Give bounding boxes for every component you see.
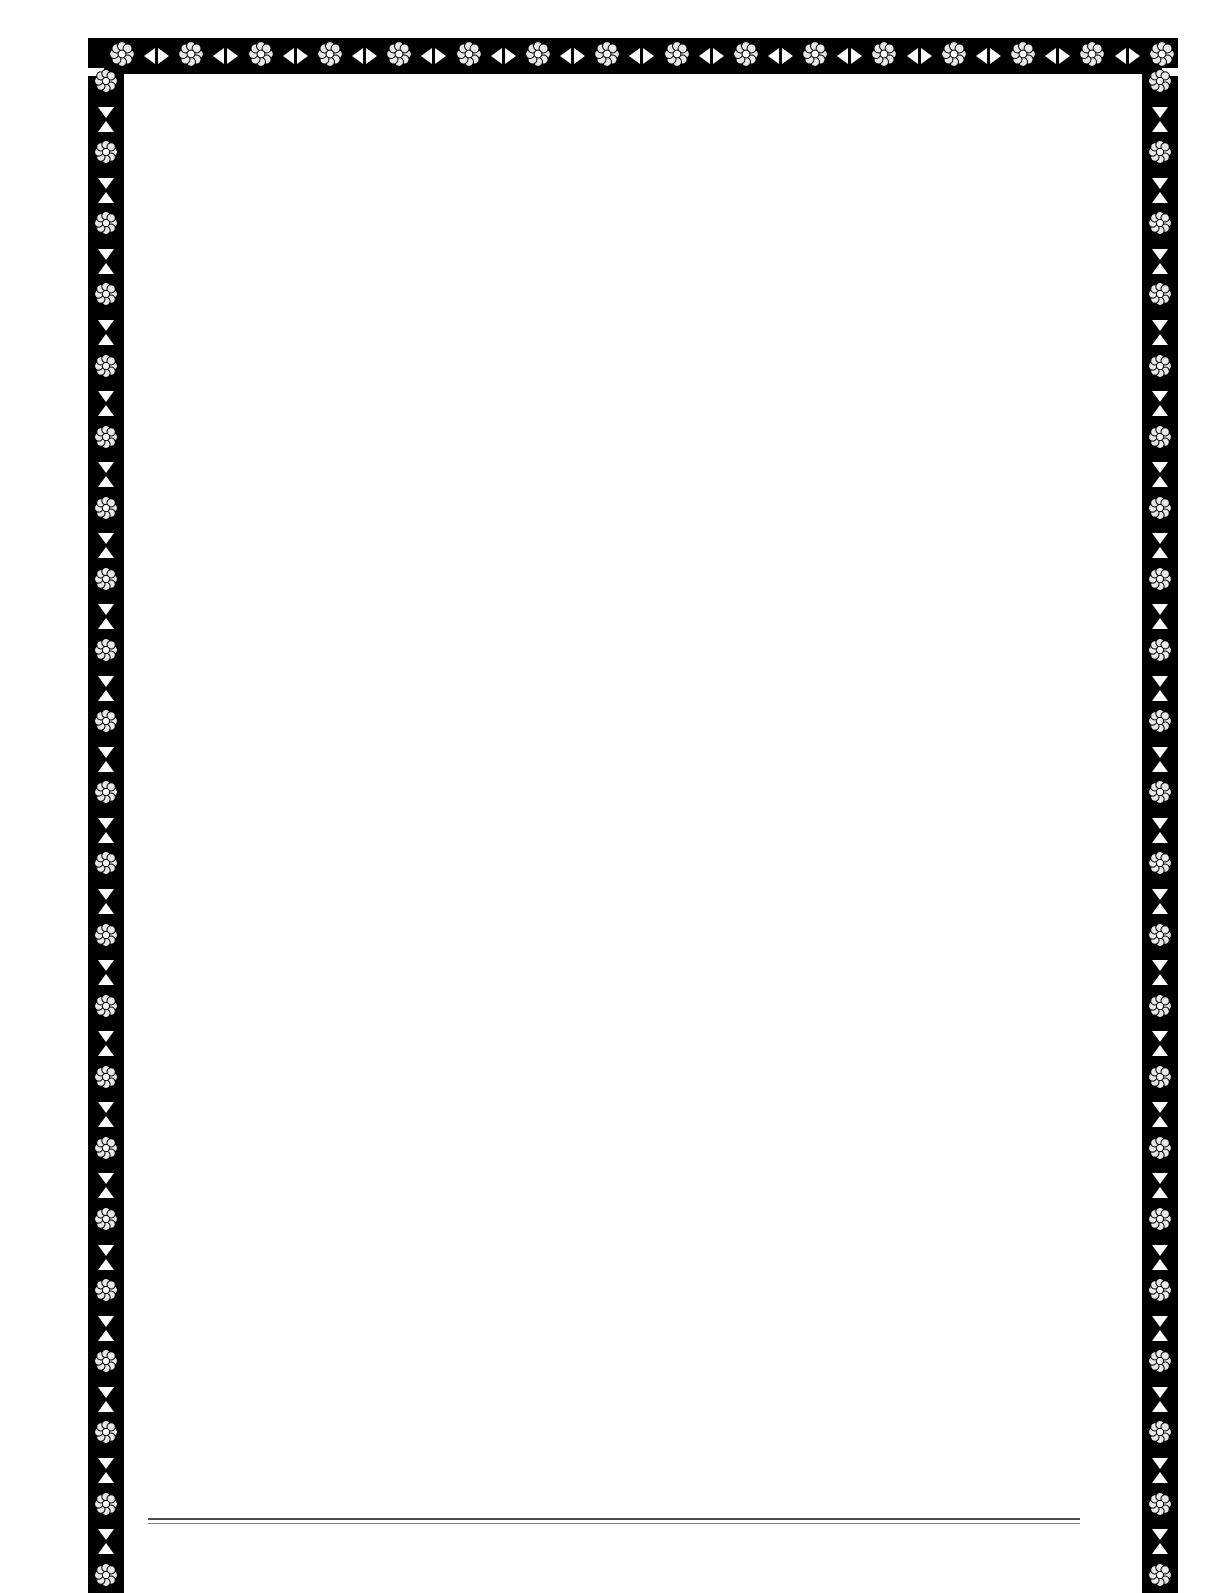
flower-icon [1147, 1206, 1173, 1237]
triangle-arrow-icon [837, 48, 862, 64]
triangle-arrow-icon [98, 533, 114, 558]
triangle-arrow-icon [1152, 249, 1168, 274]
triangle-arrow-icon [491, 48, 516, 64]
triangle-arrow-icon [1152, 604, 1168, 629]
triangle-arrow-icon [98, 320, 114, 345]
flower-icon [1147, 1064, 1173, 1095]
flower-icon [93, 566, 119, 597]
flower-icon [1147, 708, 1173, 739]
decorative-border-frame [88, 38, 1178, 1593]
triangle-arrow-icon [1115, 48, 1140, 64]
flower-icon [1147, 495, 1173, 526]
triangle-arrow-icon [560, 48, 585, 64]
footer-text [148, 1530, 1080, 1550]
triangle-arrow-icon [98, 1316, 114, 1341]
triangle-arrow-icon [98, 960, 114, 985]
triangle-arrow-icon [768, 48, 793, 64]
triangle-arrow-icon [98, 391, 114, 416]
triangle-arrow-icon [1152, 1031, 1168, 1056]
flower-icon [1147, 1135, 1173, 1166]
triangle-arrow-icon [699, 48, 724, 64]
flower-icon [93, 1135, 119, 1166]
flower-icon [1009, 40, 1037, 73]
flower-icon [93, 495, 119, 526]
flower-icon [93, 637, 119, 668]
flower-icon [385, 40, 413, 73]
triangle-arrow-icon [98, 1031, 114, 1056]
flower-icon [1147, 68, 1173, 99]
flower-icon [870, 40, 898, 73]
flower-icon [524, 40, 552, 73]
triangle-arrow-icon [1152, 747, 1168, 772]
flower-icon [93, 1277, 119, 1308]
flower-icon [1147, 993, 1173, 1024]
triangle-arrow-icon [1152, 1102, 1168, 1127]
triangle-arrow-icon [1152, 818, 1168, 843]
triangle-arrow-icon [1152, 1387, 1168, 1412]
flower-icon [1147, 922, 1173, 953]
triangle-arrow-icon [1152, 1529, 1168, 1554]
triangle-arrow-icon [1152, 676, 1168, 701]
triangle-arrow-icon [98, 1102, 114, 1127]
border-motif-row-top [108, 38, 1176, 74]
flower-icon [663, 40, 691, 73]
flower-icon [93, 353, 119, 384]
triangle-arrow-icon [352, 48, 377, 64]
flower-icon [1147, 1562, 1173, 1593]
triangle-arrow-icon [213, 48, 238, 64]
triangle-arrow-icon [1152, 107, 1168, 132]
flower-icon [1147, 210, 1173, 241]
triangle-arrow-icon [98, 747, 114, 772]
flower-icon [93, 922, 119, 953]
flower-icon [593, 40, 621, 73]
triangle-arrow-icon [98, 1173, 114, 1198]
triangle-arrow-icon [1152, 1316, 1168, 1341]
flower-icon [1147, 353, 1173, 384]
triangle-arrow-icon [98, 604, 114, 629]
triangle-arrow-icon [1152, 533, 1168, 558]
flower-icon [1147, 1277, 1173, 1308]
triangle-arrow-icon [629, 48, 654, 64]
flower-icon [1147, 637, 1173, 668]
flower-icon [940, 40, 968, 73]
triangle-arrow-icon [1152, 889, 1168, 914]
flower-icon [93, 68, 119, 99]
triangle-arrow-icon [98, 178, 114, 203]
flower-icon [1147, 1491, 1173, 1522]
flower-icon [93, 708, 119, 739]
triangle-arrow-icon [283, 48, 308, 64]
triangle-arrow-icon [98, 1387, 114, 1412]
flower-icon [1147, 139, 1173, 170]
flower-icon [93, 281, 119, 312]
triangle-arrow-icon [98, 1529, 114, 1554]
triangle-arrow-icon [98, 107, 114, 132]
triangle-arrow-icon [98, 1245, 114, 1270]
triangle-arrow-icon [98, 818, 114, 843]
flower-icon [93, 210, 119, 241]
flower-icon [93, 1491, 119, 1522]
flower-icon [801, 40, 829, 73]
flower-icon [93, 993, 119, 1024]
border-motif-col-left [88, 68, 124, 1593]
footer-rule-primary [148, 1518, 1080, 1520]
triangle-arrow-icon [1152, 178, 1168, 203]
flower-icon [93, 779, 119, 810]
flower-icon [93, 1206, 119, 1237]
flower-icon [93, 1064, 119, 1095]
triangle-arrow-icon [98, 1458, 114, 1483]
flower-icon [93, 1562, 119, 1593]
flower-icon [455, 40, 483, 73]
flower-icon [1147, 424, 1173, 455]
flower-icon [1147, 566, 1173, 597]
triangle-arrow-icon [976, 48, 1001, 64]
flower-icon [1147, 850, 1173, 881]
flower-icon [1147, 779, 1173, 810]
triangle-arrow-icon [421, 48, 446, 64]
flower-icon [93, 1348, 119, 1379]
flower-icon [1147, 1348, 1173, 1379]
triangle-arrow-icon [98, 889, 114, 914]
flower-icon [247, 40, 275, 73]
flower-icon [316, 40, 344, 73]
flower-icon [93, 139, 119, 170]
flower-icon [93, 850, 119, 881]
triangle-arrow-icon [1152, 1245, 1168, 1270]
triangle-arrow-icon [98, 249, 114, 274]
footer-rule-secondary [148, 1523, 1080, 1524]
footer-divider [148, 1518, 1080, 1526]
flower-icon [732, 40, 760, 73]
triangle-arrow-icon [1152, 1173, 1168, 1198]
triangle-arrow-icon [907, 48, 932, 64]
triangle-arrow-icon [1152, 960, 1168, 985]
triangle-arrow-icon [98, 676, 114, 701]
flower-icon [1147, 1419, 1173, 1450]
flower-icon [1147, 281, 1173, 312]
border-motif-col-right [1142, 68, 1178, 1593]
triangle-arrow-icon [1152, 391, 1168, 416]
flower-icon [93, 1419, 119, 1450]
flower-icon [177, 40, 205, 73]
triangle-arrow-icon [1045, 48, 1070, 64]
triangle-arrow-icon [144, 48, 169, 64]
triangle-arrow-icon [1152, 1458, 1168, 1483]
flower-icon [1078, 40, 1106, 73]
triangle-arrow-icon [1152, 462, 1168, 487]
triangle-arrow-icon [98, 462, 114, 487]
triangle-arrow-icon [1152, 320, 1168, 345]
flower-icon [93, 424, 119, 455]
